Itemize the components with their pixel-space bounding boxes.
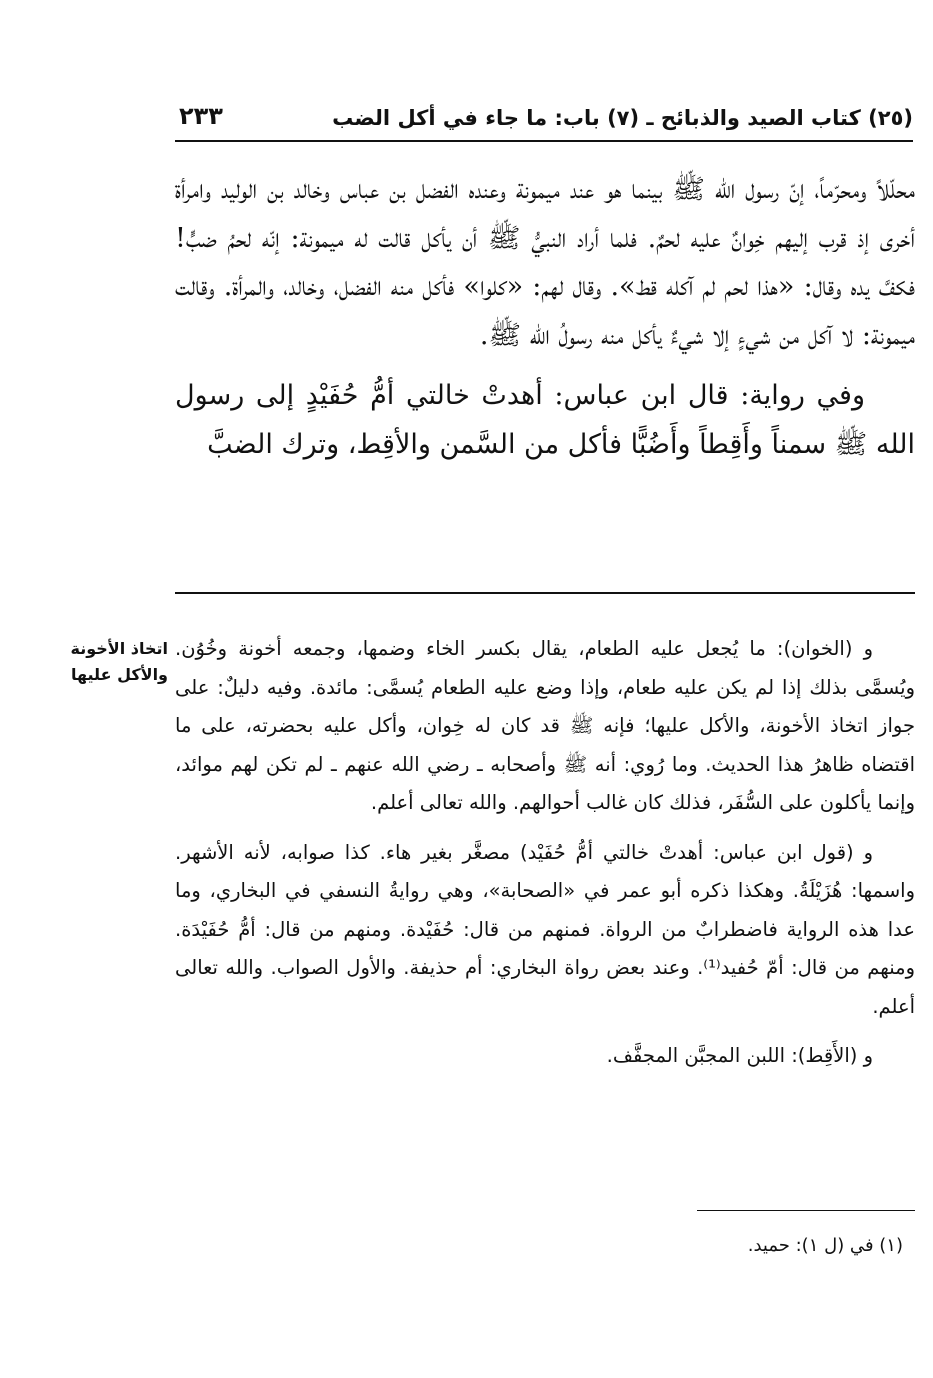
hadith-paragraph: وفي رواية: قال ابن عباس: أهدتْ خالتي أمُّ حُفَيْدٍ إلى رسول الله ﷺ سمناً وأَقِطاً وأَضُبًّا فأكل من السَّمن والأقِط، وترك الضبَّ	[175, 380, 915, 460]
commentary-text	[175, 630, 915, 1076]
hadith-text	[175, 166, 915, 469]
footnote-rule	[697, 1210, 915, 1211]
commentary-paragraph: و (الأَقِط): اللبن المجبَّن المجفَّف.	[606, 1044, 873, 1067]
margin-note: اتخاذ الأخونة والأكل عليها	[70, 639, 168, 684]
commentary-paragraph: و (الخوان): ما يُجعل عليه الطعام، يقال بكسر الخاء وضمها، وجمعه أخونة وخُوُن. ويُسمَّى بذلك إذا لم يكن عليه طعام، وإذا وضع عليه الطعام يُسمَّى: مائدة. وفيه دليلٌ: على جواز اتخاذ الأخونة، والأكل عليها؛ فإنه ﷺ قد كان له خِوان، وأكل عليه بحضرته، على ما اقتضاه ظاهرُ هذا الحديث. وما رُوي: أنه ﷺ وأصحابه ـ رضي الله عنهم ـ لم تكن لهم موائد، وإنما يأكلون على السُّفَر، فذلك كان غالب أحوالهم. والله تعالى أعلم.	[175, 637, 915, 814]
section-divider	[175, 592, 915, 594]
chapter-title: (٢٥) كتاب الصيد والذبائح ـ (٧) باب: ما جاء في أكل الضب	[332, 106, 913, 130]
running-header	[175, 100, 913, 142]
commentary-paragraph: و (قول ابن عباس: أهدتْ خالتي أمُّ حُفَيْد) مصغَّر بغير هاء. كذا صوابه، لأنه الأشهر. واسمها: هُزَيْلَةُ. وهكذا ذكره أبو عمر في «الصحابة»، وهي روايةُ النسفي في البخاري، وما عدا هذه الرواية فاضطرابٌ من الرواة. فمنهم من قال: حُفَيْدة. ومنهم من قال: أمُّ حُفَيْدَة. ومنهم من قال: أمّ حُفيد⁽¹⁾. وعند بعض رواة البخاري: أم حذيفة. والأول الصواب. والله تعالى أعلم.	[175, 840, 915, 1018]
hadith-paragraph: محلّلاً ومحرّماً، إنّ رسول الله ﷺ بينما هو عند ميمونة وعنده الفضل بن عباس وخالد بن الوليد وامرأة أخرى إذ قرب إليهم خِوانٌ عليه لحمٌ. فلما أراد النبيُّ ﷺ أن يأكل قالت له ميمونة: إنّه لحمُ ضبٍّ! فكفَّ يده وقال: «هذا لحم لم آكله قط». وقال لهم: «كلوا» فأكل منه الفضل، وخالد، والمرأة. وقالت ميمونة: لا آكل من شيءٍ إلا شيءٌ يأكل منه رسولُ الله ﷺ.	[175, 174, 915, 351]
page-number: ٢٣٣	[179, 102, 223, 130]
footnote: (١) في (ل ١): حميد.	[747, 1235, 903, 1256]
